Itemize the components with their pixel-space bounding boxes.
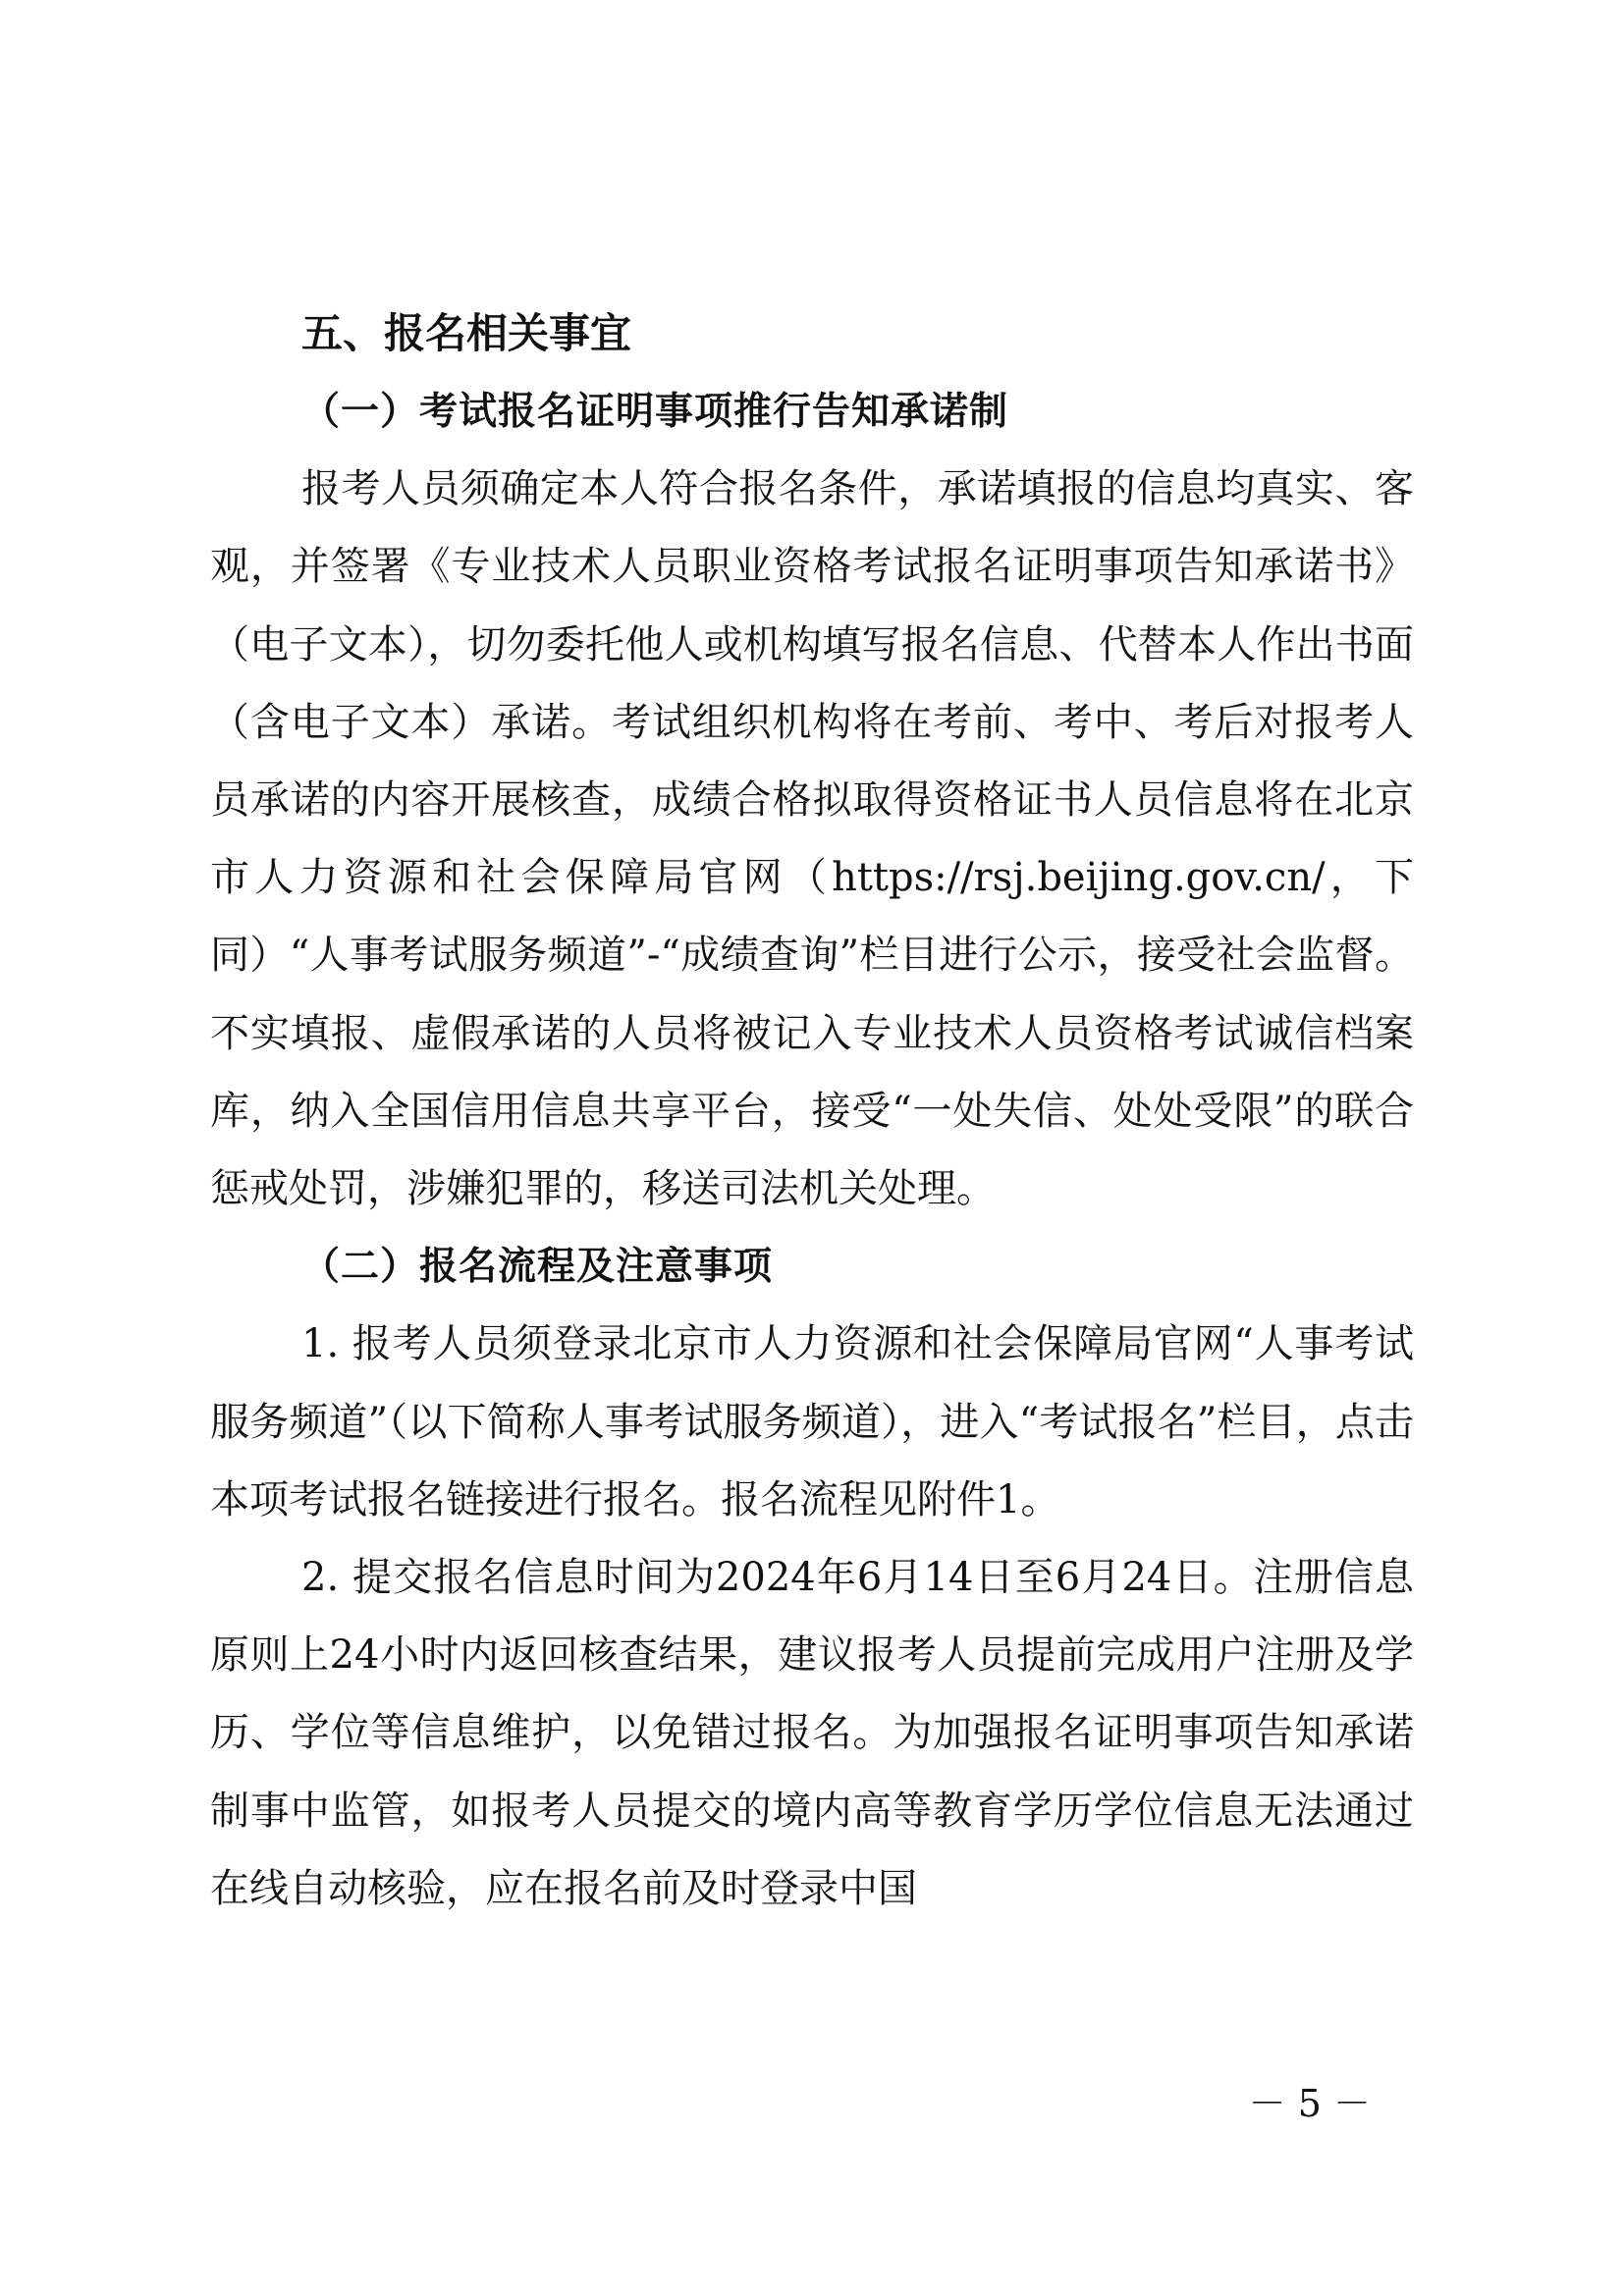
paragraph-commitment-system: 报考人员须确定本人符合报名条件，承诺填报的信息均真实、客观，并签署《专业技术人员职业资格考试报名证明事项告知承诺书》（电子文本），切勿委托他人或机构填写报名信息、代替本人作出书面（含电子文本）承诺。考试组织机构将在考前、考中、考后对报考人员承诺的内容开展核查，成绩合格拟取得资格证书人员信息将在北京市人力资源和社会保障局官网（https://rsj.beijing.gov.cn/，下同）“人事考试服务频道”-“成绩查询”栏目进行公示，接受社会监督。不实填报、虚假承诺的人员将被记入专业技术人员资格考试诚信档案库，纳入全国信用信息共享平台，接受“一处失信、处处受限”的联合惩戒处罚，涉嫌犯罪的，移送司法机关处理。 — [210, 466, 1414, 1212]
section-heading: 五、报名相关事宜 — [301, 309, 632, 357]
subheading-notification-commitment: （一）考试报名证明事项推行告知承诺制 — [301, 390, 1009, 434]
paragraph-registration-step-1: 1. 报考人员须登录北京市人力资源和社会保障局官网“人事考试服务频道”（以下简称人事考试服务频道），进入“考试报名”栏目，点击本项考试报名链接进行报名。报名流程见附件1。 — [210, 1321, 1414, 1522]
subheading-registration-process: （二）报名流程及注意事项 — [301, 1245, 774, 1290]
page-number: － 5 － — [1248, 2082, 1371, 2125]
paragraph-registration-step-2: 2. 提交报名信息时间为2024年6月14日至6月24日。注册信息原则上24小时内返回核查结果，建议报考人员提前完成用户注册及学历、学位等信息维护，以免错过报名。为加强报名证明事项告知承诺制事中监管，如报考人员提交的境内高等教育学历学位信息无法通过在线自动核验，应在报名前及时登录中国 — [210, 1555, 1414, 1911]
document-body — [210, 373, 1414, 1928]
